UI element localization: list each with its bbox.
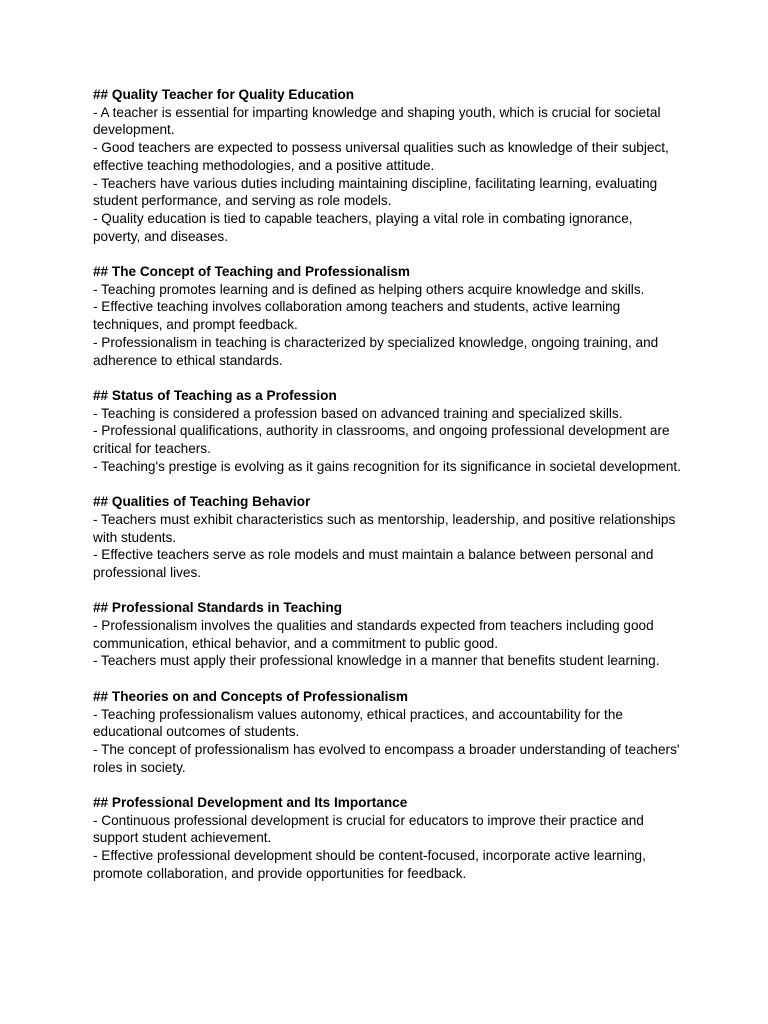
bullet-item: - Teachers have various duties including maintaining discipline, facilitating learning, evaluating student performance, and serving as role models. [93,175,658,209]
bullet-item: - A teacher is essential for imparting knowledge and shaping youth, which is crucial for societal development. [93,104,661,138]
section [93,263,683,369]
section-heading: ## Quality Teacher for Quality Education [93,87,355,102]
section [93,493,683,582]
bullet-item: - Continuous professional development is crucial for educators to improve their practice and support student achievement. [93,812,644,846]
section-heading: ## Qualities of Teaching Behavior [93,494,311,510]
bullet-item: - Effective professional development should be content-focused, incorporate active learning, promote collaboration, and provide opportunities for feedback. [93,848,646,881]
document-page [93,86,683,900]
bullet-item: - Teaching is considered a profession based on advanced training and specialized skills. [93,405,623,421]
section [93,599,683,670]
section-heading: ## Status of Teaching as a Profession [93,387,337,403]
section [93,794,683,883]
section-heading: ## The Concept of Teaching and Professionalism [93,264,410,280]
section [93,387,683,476]
bullet-item: - Professional qualifications, authority in classrooms, and ongoing professional development are critical for teachers. [93,423,670,457]
section-heading: ## Theories on and Concepts of Professionalism [93,688,408,704]
section [93,688,683,777]
bullet-item: - Teaching promotes learning and is defined as helping others acquire knowledge and skills. [93,281,645,297]
bullet-item: - Effective teachers serve as role models and must maintain a balance between personal and professional lives. [93,547,654,580]
bullet-item: - Teaching professionalism values autonomy, ethical practices, and accountability for the educational outcomes of students. [93,706,623,740]
bullet-item: - Professionalism involves the qualities and standards expected from teachers including good communication, ethical behavior, and a commitment to public good. [93,618,654,651]
bullet-item: - Effective teaching involves collaboration among teachers and students, active learning techniques, and prompt feedback. [93,299,621,333]
section-heading: ## Professional Development and Its Importance [93,795,408,811]
section-heading: ## Professional Standards in Teaching [93,600,343,616]
bullet-item: - The concept of professionalism has evolved to encompass a broader understanding of teachers' roles in society. [93,741,680,775]
bullet-item: - Teaching's prestige is evolving as it gains recognition for its significance in societal development. [93,458,681,474]
bullet-item: - Professionalism in teaching is characterized by specialized knowledge, ongoing training, and adherence to ethical standards. [93,334,659,368]
section [93,86,683,245]
bullet-item: - Good teachers are expected to possess universal qualities such as knowledge of their subject, effective teaching methodologies, and a positive attitude. [93,140,669,173]
bullet-item: - Teachers must exhibit characteristics such as mentorship, leadership, and positive relationships with students. [93,511,676,545]
bullet-item: - Teachers must apply their professional knowledge in a manner that benefits student learning. [93,653,660,669]
bullet-item: - Quality education is tied to capable teachers, playing a vital role in combating ignorance, poverty, and diseases. [93,210,633,244]
